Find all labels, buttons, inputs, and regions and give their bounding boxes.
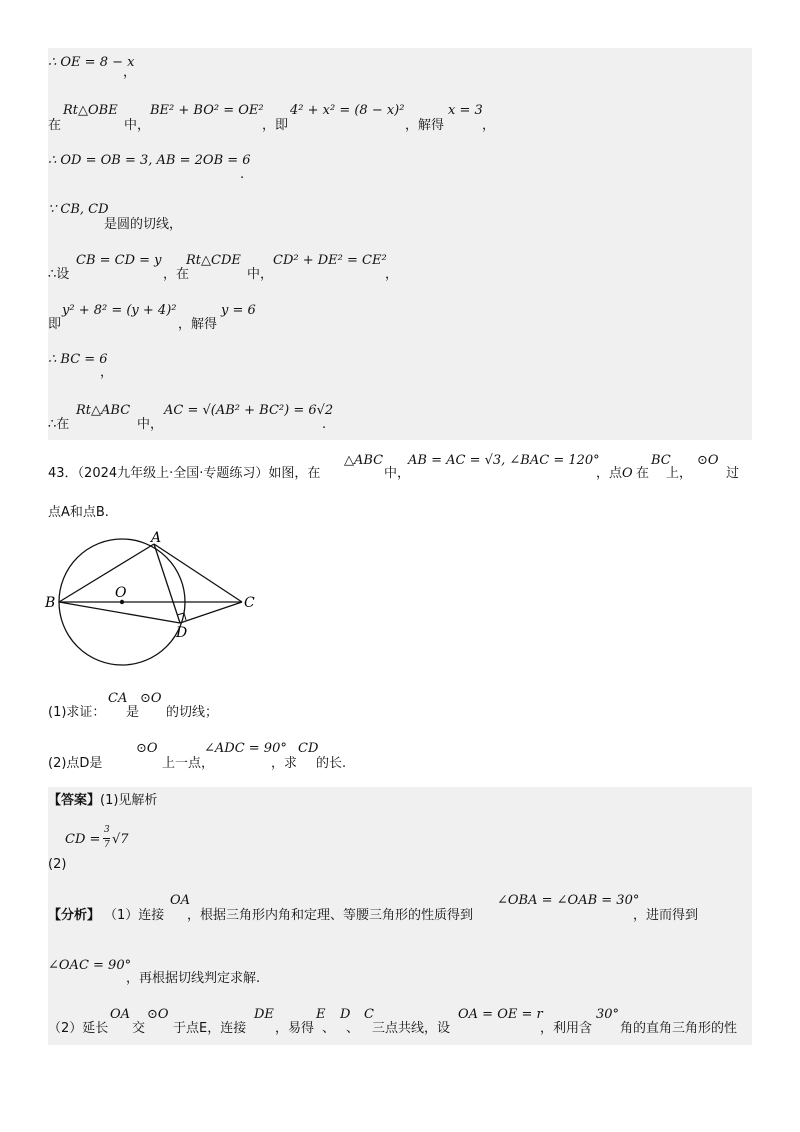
math-oa: OA [170, 893, 191, 908]
solution-line-oe: ∴ OE = 8 − x [48, 55, 135, 70]
math-oa-oe-r: OA = OE = r [458, 1007, 543, 1022]
math-cb-cd: ∵ CB, CD [48, 202, 109, 217]
text-she: ∴设 [48, 267, 70, 282]
text-zhong: 中， [384, 466, 411, 481]
text-zai: 在 [48, 118, 62, 133]
problem-line2: 点A和点B. [48, 505, 109, 520]
solution-line-od: ∴ OD = OB = 3, AB = 2OB = 6 [48, 153, 251, 168]
label-b: B [45, 595, 56, 611]
text-ji: ，即 [262, 118, 289, 133]
punctuation: . [322, 417, 327, 432]
math-rt-cde: Rt△CDE [186, 253, 241, 268]
math-rt-obe: Rt△OBE [63, 103, 118, 118]
fraction-numerator: 3 [104, 825, 110, 835]
question-1-prefix: (1)求证： [48, 705, 106, 720]
text-zai: ，在 [163, 267, 190, 282]
math-angle-adc: ∠ADC = 90° [204, 741, 287, 756]
text-qiu: ，求 [271, 756, 298, 771]
text-collinear: 三点共线，设 [372, 1021, 451, 1036]
answer-part-1: (1)见解析 [100, 793, 158, 808]
segment-ab [59, 544, 154, 602]
analysis-1-middle: ，根据三角形内角和定理、等腰三角形的性质得到 [187, 908, 474, 923]
text-dian: ，点 [596, 466, 623, 481]
text-ji: 即 [48, 317, 62, 332]
geometry-figure [40, 530, 300, 680]
math-angle-oba: ∠OBA = ∠OAB = 30° [497, 893, 640, 908]
analysis-3-prefix: （2）延长 [48, 1021, 109, 1036]
math-point-e: E [316, 1007, 326, 1022]
label-a: A [151, 530, 162, 546]
math-sqrt-7: √7 [112, 832, 129, 847]
math-point-d: D [340, 1007, 351, 1022]
text-yide: ，易得 [275, 1021, 315, 1036]
math-y-value: y = 6 [221, 303, 256, 318]
analysis-3-end: 角的直角三角形的性 [620, 1021, 738, 1036]
punctuation: ， [482, 118, 496, 133]
text-use: ，利用含 [540, 1021, 593, 1036]
answer-heading: 【答案】 [48, 793, 101, 808]
problem-intro: 43．（2024九年级上·全国·专题练习）如图，在 [48, 466, 321, 481]
text-jiede: ，解得 [405, 118, 445, 133]
fraction-denominator: 7 [104, 840, 110, 850]
separator: 、 [322, 1021, 336, 1036]
math-circle-o: ⊙O [147, 1007, 169, 1022]
math-ac-result: AC = √(AB² + BC²) = 6√2 [164, 403, 334, 418]
punctuation: ， [123, 65, 137, 80]
question-2-prefix: (2)点D是 [48, 756, 103, 771]
text-shang: 上， [666, 466, 693, 481]
segment-bd [59, 602, 180, 623]
label-d: D [176, 625, 188, 641]
answer-part-2: (2) [48, 857, 67, 872]
segment-dc [180, 602, 242, 623]
math-point-c: C [364, 1007, 374, 1022]
math-equation-x: 4² + x² = (8 − x)² [290, 103, 405, 118]
text-jiede: ，解得 [178, 317, 218, 332]
fraction-bar [103, 838, 110, 839]
text-zai: 在 [636, 466, 650, 481]
math-triangle-abc: △ABC [344, 453, 384, 468]
math-x-value: x = 3 [448, 103, 483, 118]
math-circle-o: ⊙O [140, 691, 162, 706]
label-o: O [115, 585, 127, 601]
math-cd-lhs: CD = [65, 832, 101, 847]
text-shi: 是 [126, 705, 140, 720]
text-guo: 过 [726, 466, 740, 481]
text-zhong: 中， [247, 267, 274, 282]
math-circle-o: ⊙O [697, 453, 719, 468]
math-point-o: O [622, 466, 633, 481]
math-cd: CD [298, 741, 319, 756]
math-angle-oac: ∠OAC = 90° [48, 958, 132, 973]
text-yu: 于点E，连接 [173, 1021, 247, 1036]
math-equation-y: y² + 8² = (y + 4)² [62, 303, 177, 318]
punctuation: . [240, 167, 245, 182]
punctuation: ， [385, 267, 399, 282]
question-2-suffix: 的长. [316, 756, 347, 771]
math-pythag-cde: CD² + DE² = CE² [273, 253, 387, 268]
math-30-degrees: 30° [596, 1007, 620, 1022]
math-bc: BC [651, 453, 671, 468]
text-tangent: 是圆的切线， [104, 217, 183, 232]
separator: 、 [346, 1021, 360, 1036]
segment-ac [154, 544, 242, 602]
text-zhong: 中， [137, 417, 164, 432]
solution-line-bc: ∴ BC = 6 [48, 352, 108, 367]
question-1-suffix: 的切线； [166, 705, 219, 720]
label-c: C [244, 595, 255, 611]
analysis-1-prefix: （1）连接 [104, 908, 165, 923]
text-zhong: 中， [124, 118, 151, 133]
analysis-1-end: ，进而得到 [633, 908, 699, 923]
math-cb-cd-y: CB = CD = y [76, 253, 162, 268]
analysis-2-end: ，再根据切线判定求解. [126, 971, 261, 986]
math-rt-abc: Rt△ABC [76, 403, 131, 418]
text-jiao: 交 [132, 1021, 146, 1036]
segment-ad [154, 544, 180, 623]
math-condition: AB = AC = √3, ∠BAC = 120° [408, 453, 600, 468]
math-oa: OA [110, 1007, 131, 1022]
punctuation: ， [100, 365, 114, 380]
math-ca: CA [108, 691, 128, 706]
math-de: DE [254, 1007, 274, 1022]
math-circle-o: ⊙O [136, 741, 158, 756]
text-zai: ∴在 [48, 417, 70, 432]
math-pythag-obe: BE² + BO² = OE² [150, 103, 264, 118]
analysis-heading: 【分析】 [48, 908, 101, 923]
text-shang: 上一点， [162, 756, 215, 771]
